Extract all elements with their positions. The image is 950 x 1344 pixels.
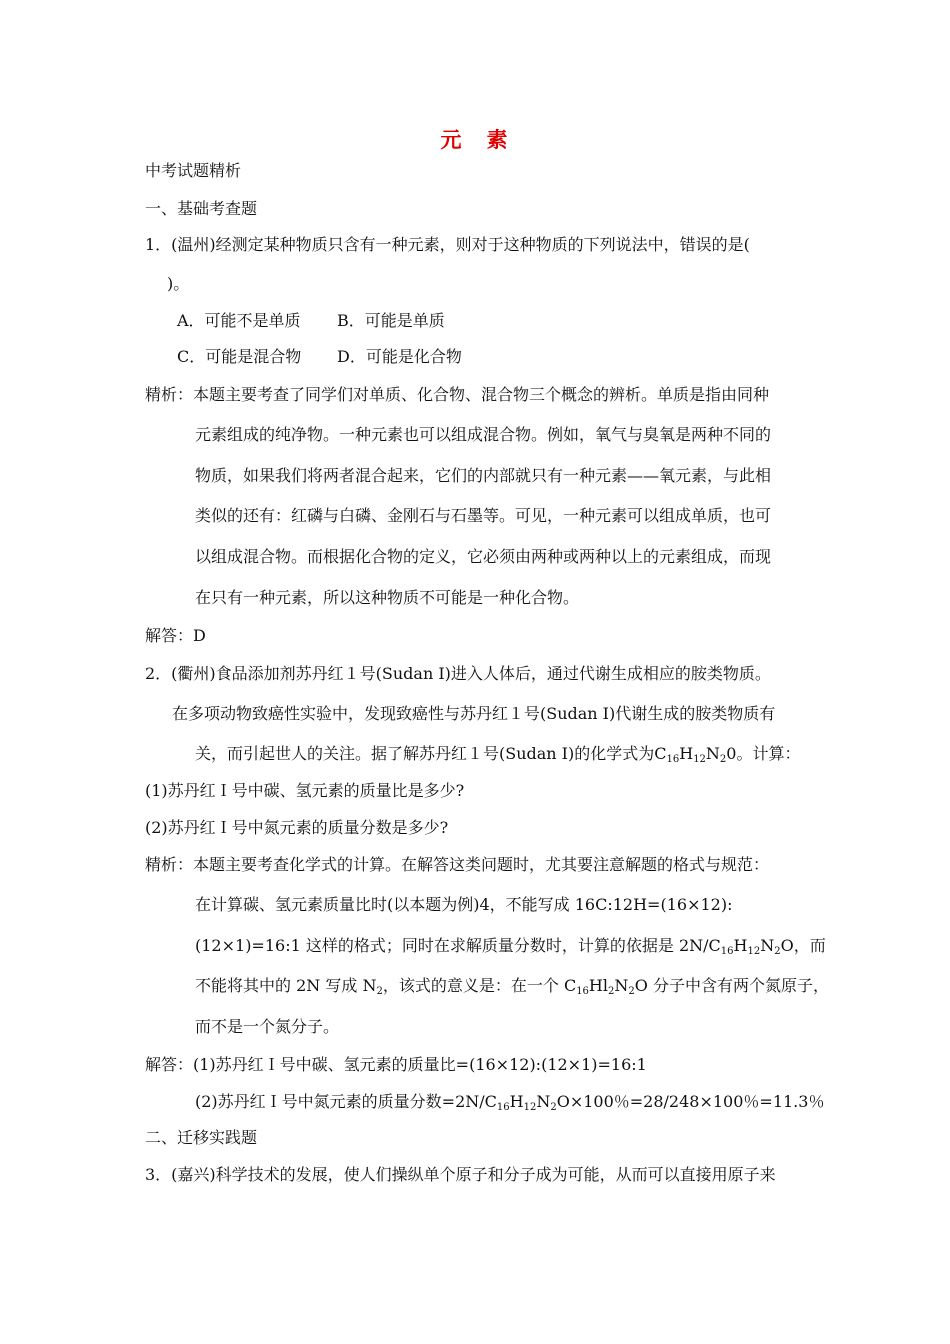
q1-answer: 解答：D [145,626,206,645]
q2-analysis-line: 不能将其中的 2N 写成 $N_2$，该式的意义是：在一个 $C_{16}Hl_2N_2O$ 分子中含有两个氮原子， [195,976,829,997]
q1-option-d: D．可能是化合物 [337,347,462,366]
q2-answer-1: 解答：(1)苏丹红Ｉ号中碳、氢元素的质量比=(16×12):(12×1)=16:1 [145,1055,647,1074]
section-header: 中考试题精析 [145,161,242,180]
q1-analysis-line: 精析：本题主要考查了同学们对单质、化合物、混合物三个概念的辨析。单质是指由同种 [145,385,770,404]
q1-analysis-line: 类似的还有：红磷与白磷、金刚石与石墨等。可见，一种元素可以组成单质，也可 [195,506,772,525]
chemical-formula: $C_{16}H_{12}N_20$ [654,744,737,765]
chemical-formula: $C_{16}H_{12}N_2O$ [484,1092,570,1113]
q1-stem-line1: 1．(温州)经测定某种物质只含有一种元素，则对于这种物质的下列说法中，错误的是( [145,235,750,254]
q1-option-a: A．可能不是单质 [177,311,301,330]
q2-subquestion-2: (2)苏丹红Ｉ号中氮元素的质量分数是多少? [145,818,449,837]
q2-analysis-line: 在计算碳、氢元素质量比时(以本题为例)4，不能写成 16C:12H=(16×12): [195,895,733,914]
chemical-formula: $N_2$ [362,976,383,997]
q2-analysis-line: (12×1)=16:1 这样的格式；同时在求解质量分数时，计算的依据是 $2N/C_{16}H_{12}N_2O$，而 [195,936,826,957]
q3-stem-line1: 3．(嘉兴)科学技术的发展，使人们操纵单个原子和分子成为可能，从而可以直接用原子来 [145,1165,776,1184]
q2-stem-line1: 2．(衢州)食品添加剂苏丹红１号(Sudan I)进入人体后，通过代谢生成相应的胺类物质。 [145,664,771,683]
q1-option-b: B．可能是单质 [337,311,445,330]
q2-answer-2: (2)苏丹红Ｉ号中氮元素的质量分数$=2N/C_{16}H_{12}N_2O\times 100$％=28/248×100％=11.3％ [195,1092,825,1113]
chemical-formula: $C_{16}Hl_2N_2O$ [563,976,648,997]
q1-option-c: C．可能是混合物 [177,347,302,366]
page-title: 元 素 [440,128,510,152]
q2-stem-line3-end: 。计算： [736,744,801,763]
q1-analysis-line: 物质，如果我们将两者混合起来，它们的内部就只有一种元素——氧元素，与此相 [195,466,772,485]
q1-analysis-line: 元素组成的纯净物。一种元素也可以组成混合物。例如，氧气与臭氧是两种不同的 [195,425,772,444]
q2-analysis-line: 精析：本题主要考查化学式的计算。在解答这类问题时，尤其要注意解题的格式与规范： [145,855,770,874]
chemical-formula: $C_{16}H_{12}N_2O$ [708,936,794,957]
q2-stem-line2: 在多项动物致癌性实验中，发现致癌性与苏丹红１号(Sudan I)代谢生成的胺类物质有 [172,704,776,723]
q1-stem-line2: )。 [167,274,190,293]
part1-header: 一、基础考查题 [145,199,258,218]
q2-stem-line3-text: 关，而引起世人的关注。据了解苏丹红１号(Sudan I)的化学式为 [195,744,655,763]
q1-analysis-line: 以组成混合物。而根据化合物的定义，它必须由两种或两种以上的元素组成，而现 [195,547,772,566]
part2-header: 二、迁移实践题 [145,1128,258,1147]
q2-analysis-line: 而不是一个氮分子。 [195,1017,340,1036]
q1-analysis-line: 在只有一种元素，所以这种物质不可能是一种化合物。 [195,588,580,607]
q2-subquestion-1: (1)苏丹红Ｉ号中碳、氢元素的质量比是多少? [145,781,465,800]
q2-stem-line3 [195,744,801,764]
